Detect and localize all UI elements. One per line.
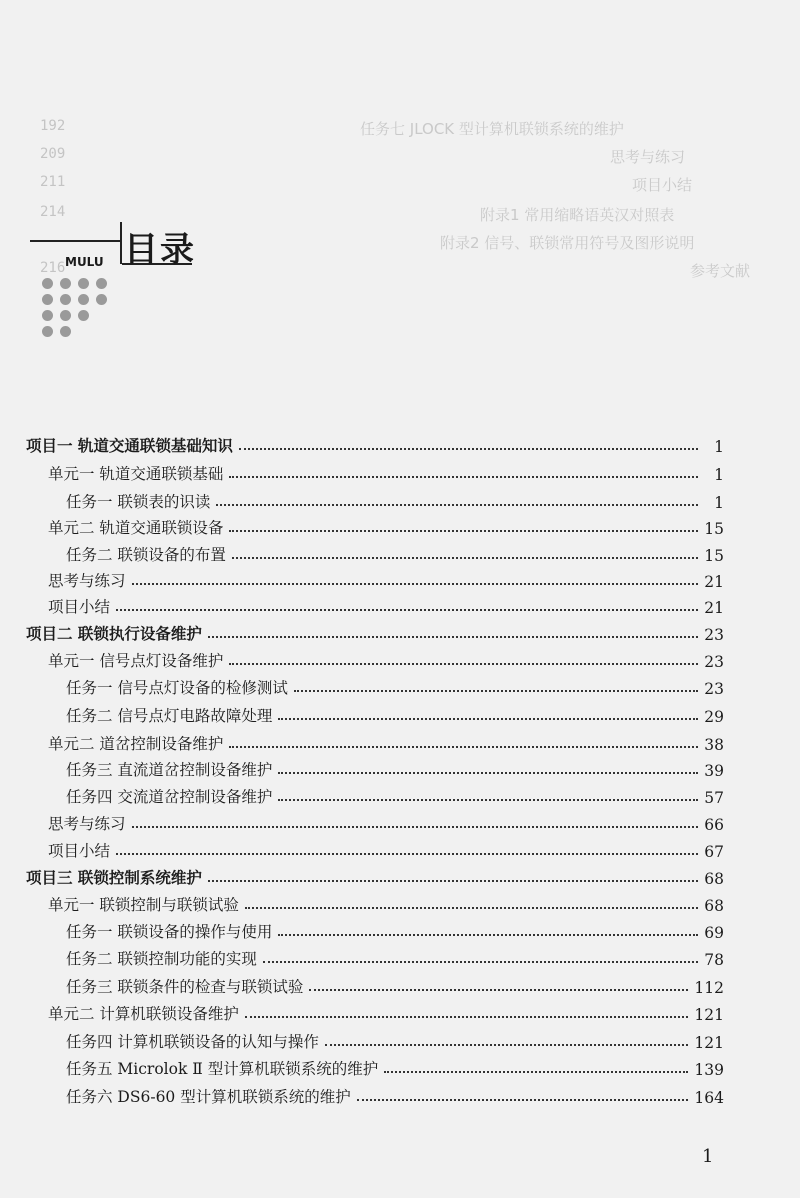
dot-leader	[384, 1070, 688, 1073]
dot-leader	[116, 852, 698, 855]
dot-leader	[278, 798, 698, 801]
toc-entry-task[interactable]	[0, 539, 800, 565]
dot-leader	[245, 1015, 688, 1018]
toc-page-number: 15	[704, 520, 724, 538]
ghost-line: 附录1 常用缩略语英汉对照表	[480, 206, 675, 224]
toc-label: 思考与练习	[48, 815, 126, 833]
header-rule	[30, 240, 122, 242]
dot-leader	[245, 906, 698, 909]
toc-label: 任务二 联锁设备的布置	[66, 546, 226, 564]
toc-page-number: 23	[704, 680, 724, 698]
dot-leader	[325, 1043, 688, 1046]
toc-page-number: 1	[714, 494, 724, 512]
toc-page-number: 23	[704, 653, 724, 671]
toc-entry-task[interactable]	[0, 1026, 800, 1052]
toc-page-number: 21	[704, 573, 724, 591]
dot-leader	[294, 689, 698, 692]
toc-label: 项目二 联锁执行设备维护	[26, 624, 202, 643]
toc-page-number: 164	[694, 1089, 724, 1107]
toc-label: 单元一 联锁控制与联锁试验	[48, 896, 239, 914]
toc-page-number: 15	[704, 547, 724, 565]
dot-leader	[263, 960, 698, 963]
toc-entry-unit[interactable]	[0, 728, 800, 754]
toc-entry-review[interactable]	[0, 565, 800, 591]
toc-entry-unit[interactable]	[0, 889, 800, 915]
toc-page-number: 23	[704, 626, 724, 644]
toc-label: 单元一 信号点灯设备维护	[48, 652, 224, 670]
toc-entry-review[interactable]	[0, 808, 800, 834]
toc-entry-task[interactable]	[0, 916, 800, 942]
toc-page-number: 67	[704, 843, 724, 861]
toc-page-number: 112	[694, 979, 724, 997]
toc-label: 项目三 联锁控制系统维护	[26, 868, 202, 887]
toc-label: 思考与练习	[48, 572, 126, 590]
dot-leader	[239, 447, 698, 450]
toc-label: 项目小结	[48, 598, 111, 616]
ghost-number: 214	[40, 204, 66, 220]
dot-leader	[216, 503, 698, 506]
page-title: 目录	[124, 230, 196, 270]
toc-label: 任务四 交流道岔控制设备维护	[66, 788, 273, 806]
toc-page-number: 21	[704, 599, 724, 617]
toc-entry-unit[interactable]	[0, 458, 800, 484]
ghost-line: 思考与练习	[610, 148, 686, 166]
toc-entry-task[interactable]	[0, 1081, 800, 1107]
dot-leader	[116, 608, 698, 611]
toc-label: 任务三 联锁条件的检查与联锁试验	[66, 978, 304, 996]
toc-page-number: 68	[704, 897, 724, 915]
toc-entry-task[interactable]	[0, 672, 800, 698]
toc-entry-task[interactable]	[0, 781, 800, 807]
toc-label: 任务三 直流道岔控制设备维护	[66, 761, 273, 779]
toc-label: 单元二 计算机联锁设备维护	[48, 1005, 239, 1023]
toc-label: 任务二 信号点灯电路故障处理	[66, 707, 273, 725]
dot-leader	[278, 933, 698, 936]
toc-label: 任务一 信号点灯设备的检修测试	[66, 679, 288, 697]
ghost-line: 附录2 信号、联锁常用符号及图形说明	[440, 234, 695, 252]
dot-leader	[309, 988, 688, 991]
toc-label: 单元二 道岔控制设备维护	[48, 735, 224, 753]
toc-page-number: 57	[704, 789, 724, 807]
toc-page-number: 69	[704, 924, 724, 942]
toc-page-number: 39	[704, 762, 724, 780]
toc-entry-task[interactable]	[0, 486, 800, 512]
dot-leader	[278, 771, 698, 774]
toc-page-number: 121	[694, 1006, 724, 1024]
dot-leader	[208, 879, 698, 882]
toc-entry-task[interactable]	[0, 1053, 800, 1079]
toc-label: 任务一 联锁表的识读	[66, 493, 211, 511]
toc-page-number: 139	[694, 1061, 724, 1079]
dot-leader	[208, 635, 698, 638]
toc-entry-task[interactable]	[0, 971, 800, 997]
ghost-number: 216	[40, 260, 66, 276]
toc-entry-task[interactable]	[0, 943, 800, 969]
toc-label: 任务一 联锁设备的操作与使用	[66, 923, 273, 941]
toc-entry-summary[interactable]	[0, 591, 800, 617]
toc-label: 任务六 DS6-60 型计算机联锁系统的维护	[66, 1088, 351, 1106]
ghost-number: 192	[40, 118, 66, 134]
dot-leader	[229, 745, 698, 748]
dot-leader	[229, 662, 698, 665]
dot-leader	[132, 582, 698, 585]
toc-page-number: 121	[694, 1034, 724, 1052]
dot-leader	[229, 529, 698, 532]
toc-label: 项目小结	[48, 842, 111, 860]
header-rule	[120, 222, 122, 264]
toc-entry-task[interactable]	[0, 754, 800, 780]
ghost-number: 209	[40, 146, 66, 162]
dot-leader	[132, 825, 698, 828]
dot-leader	[232, 556, 698, 559]
ghost-number: 211	[40, 174, 66, 190]
toc-page-number: 68	[704, 870, 724, 888]
ghost-line: 参考文献	[690, 262, 751, 280]
ghost-line: 任务七 JLOCK 型计算机联锁系统的维护	[360, 120, 624, 138]
toc-label: 项目一 轨道交通联锁基础知识	[26, 436, 233, 455]
page-number: 1	[702, 1146, 714, 1167]
page-subtitle: MULU	[65, 255, 104, 269]
ghost-line: 项目小结	[632, 176, 693, 194]
toc-page-number: 1	[714, 438, 724, 456]
toc-page-number: 38	[704, 736, 724, 754]
dot-leader	[278, 717, 698, 720]
toc-entry-unit[interactable]	[0, 645, 800, 671]
toc-entry-summary[interactable]	[0, 835, 800, 861]
toc-label: 任务二 联锁控制功能的实现	[66, 950, 257, 968]
toc-page-number: 66	[704, 816, 724, 834]
toc-page-number: 78	[704, 951, 724, 969]
toc-entry-project[interactable]	[0, 862, 800, 888]
toc-label: 任务四 计算机联锁设备的认知与操作	[66, 1033, 319, 1051]
toc-page-number: 29	[704, 708, 724, 726]
dot-leader	[357, 1098, 689, 1101]
toc-label: 单元一 轨道交通联锁基础	[48, 465, 224, 483]
toc-entry-unit[interactable]	[0, 512, 800, 538]
toc-entry-task[interactable]	[0, 700, 800, 726]
toc-entry-unit[interactable]	[0, 998, 800, 1024]
toc-entry-project[interactable]	[0, 618, 800, 644]
toc-entry-project[interactable]	[0, 430, 800, 456]
toc-label: 单元二 轨道交通联锁设备	[48, 519, 224, 537]
toc-label: 任务五 Microlok Ⅱ 型计算机联锁系统的维护	[66, 1060, 379, 1078]
toc-page-number: 1	[714, 466, 724, 484]
dot-leader	[229, 475, 698, 478]
